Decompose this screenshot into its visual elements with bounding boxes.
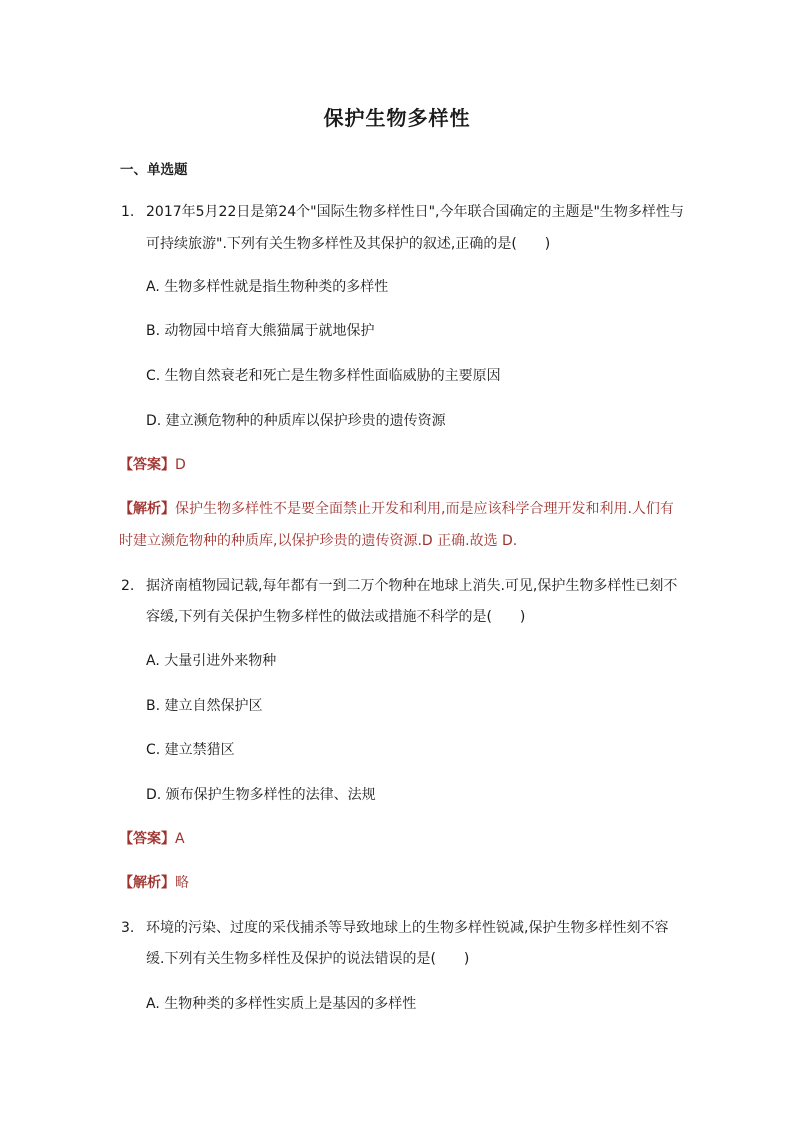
analysis (119, 499, 674, 519)
question-stem: 可持续旅游".下列有关生物多样性及其保护的叙述,正确的是( ) (146, 236, 551, 252)
answer (119, 455, 186, 475)
analysis-text: 保护生物多样性不是要全面禁止开发和利用,而是应该科学合理开发和利用.人们有 (175, 501, 674, 517)
question-stem: 2017年5月22日是第24个"国际生物多样性日",今年联合国确定的主题是"生物多样性与 (146, 204, 684, 220)
option-a: A. 生物种类的多样性实质上是基因的多样性 (146, 996, 417, 1012)
option-c: C. 建立禁猎区 (146, 742, 235, 758)
question-stem: 缓.下列有关生物多样性及保护的说法错误的是( ) (146, 951, 470, 967)
option-d: D. 颁布保护生物多样性的法律、法规 (146, 787, 376, 803)
answer-label: 【答案】 (119, 831, 175, 847)
question-number: 1. (121, 204, 135, 220)
option-a: A. 生物多样性就是指生物种类的多样性 (146, 279, 389, 295)
answer-label: 【答案】 (119, 457, 175, 473)
option-b: B. 动物园中培育大熊猫属于就地保护 (146, 323, 375, 339)
analysis-text: 时建立濒危物种的种质库,以保护珍贵的遗传资源.D 正确.故选 D. (119, 533, 518, 549)
answer-value: A (175, 831, 185, 847)
answer (119, 829, 185, 849)
page-title: 保护生物多样性 (323, 106, 471, 130)
analysis-text: 略 (175, 875, 189, 891)
option-d: D. 建立濒危物种的种质库以保护珍贵的遗传资源 (146, 413, 446, 429)
question-stem: 环境的污染、过度的采伐捕杀等导致地球上的生物多样性锐减,保护生物多样性刻不容 (146, 920, 669, 936)
question-stem: 据济南植物园记载,每年都有一到二万个物种在地球上消失.可见,保护生物多样性已刻不 (146, 578, 678, 594)
option-b: B. 建立自然保护区 (146, 698, 263, 714)
analysis-label: 【解析】 (119, 501, 175, 517)
option-c: C. 生物自然衰老和死亡是生物多样性面临威胁的主要原因 (146, 368, 501, 384)
question-stem: 容缓,下列有关保护生物多样性的做法或措施不科学的是( ) (146, 609, 526, 625)
section-heading: 一、单选题 (120, 162, 188, 178)
analysis-label: 【解析】 (119, 875, 175, 891)
analysis (119, 873, 189, 893)
question-number: 3. (121, 920, 135, 936)
option-a: A. 大量引进外来物种 (146, 653, 277, 669)
question-number: 2. (121, 578, 135, 594)
answer-value: D (175, 457, 186, 473)
